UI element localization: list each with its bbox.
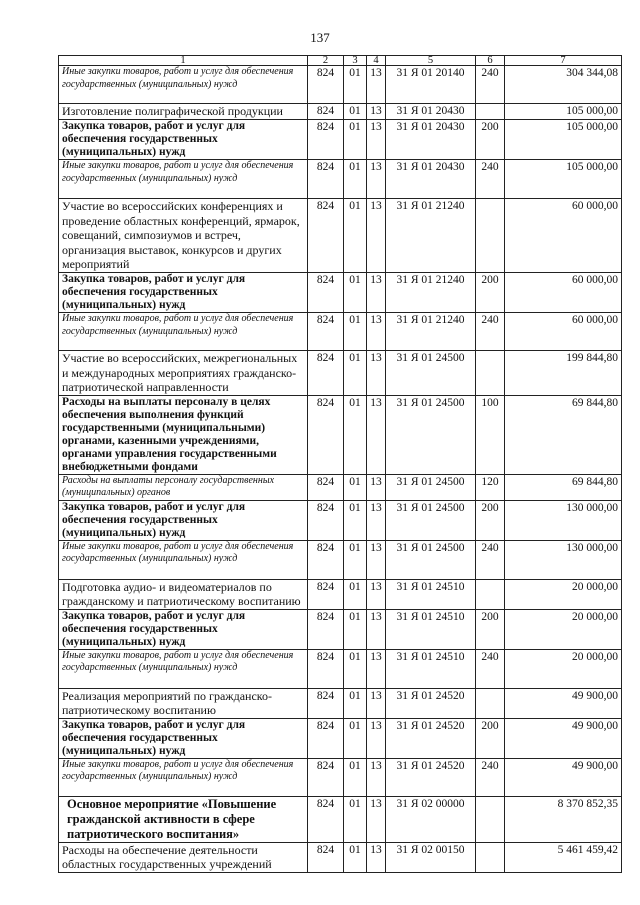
table-row <box>59 160 622 199</box>
code-ministry: 824 <box>308 160 344 199</box>
row-description: Закупка товаров, работ и услуг для обеспечения государственных (муниципальных) нужд <box>59 120 308 160</box>
code-subsection: 13 <box>367 609 386 649</box>
row-description: Участие во всероссийских конференциях и проведение областных конференций, ярмарок, совещаний, симпозиумов и встреч, организация выставок, конкурсов и других мероприятий <box>59 199 308 273</box>
code-section: 01 <box>344 688 367 718</box>
code-ministry: 824 <box>308 649 344 688</box>
code-ministry: 824 <box>308 351 344 396</box>
code-subsection: 13 <box>367 313 386 351</box>
row-amount: 60 000,00 <box>505 313 622 351</box>
code-target-article: 31 Я 01 20430 <box>386 160 476 199</box>
table-row <box>59 758 622 796</box>
row-amount: 20 000,00 <box>505 649 622 688</box>
code-subsection: 13 <box>367 474 386 500</box>
code-expense-type <box>476 351 505 396</box>
header-row <box>59 56 622 66</box>
code-subsection: 13 <box>367 649 386 688</box>
table-row <box>59 313 622 351</box>
code-expense-type <box>476 104 505 120</box>
row-description: Иные закупки товаров, работ и услуг для обеспечения государственных (муниципальных) нужд <box>59 66 308 104</box>
code-expense-type: 120 <box>476 474 505 500</box>
code-expense-type: 200 <box>476 500 505 540</box>
row-description: Закупка товаров, работ и услуг для обеспечения государственных (муниципальных) нужд <box>59 718 308 758</box>
row-description: Изготовление полиграфической продукции <box>59 104 308 120</box>
row-amount: 199 844,80 <box>505 351 622 396</box>
row-description: Расходы на выплаты персоналу в целях обеспечения выполнения функций государственными (муниципальными) органами, казенными учреждениями, органами управления государственными внебюджетными фондами <box>59 395 308 474</box>
code-expense-type <box>476 796 505 842</box>
code-section: 01 <box>344 758 367 796</box>
code-subsection: 13 <box>367 395 386 474</box>
code-ministry: 824 <box>308 540 344 579</box>
code-target-article: 31 Я 01 21240 <box>386 199 476 273</box>
code-subsection: 13 <box>367 273 386 313</box>
code-ministry: 824 <box>308 104 344 120</box>
code-target-article: 31 Я 01 24520 <box>386 688 476 718</box>
code-target-article: 31 Я 02 00150 <box>386 842 476 872</box>
code-ministry: 824 <box>308 120 344 160</box>
row-amount: 69 844,80 <box>505 474 622 500</box>
table-row <box>59 273 622 313</box>
code-ministry: 824 <box>308 842 344 872</box>
code-expense-type: 240 <box>476 313 505 351</box>
row-description: Закупка товаров, работ и услуг для обеспечения государственных (муниципальных) нужд <box>59 500 308 540</box>
code-target-article: 31 Я 01 24500 <box>386 540 476 579</box>
table-row <box>59 649 622 688</box>
code-section: 01 <box>344 609 367 649</box>
code-target-article: 31 Я 01 20430 <box>386 120 476 160</box>
row-description: Расходы на обеспечение деятельности областных государственных учреждений <box>59 842 308 872</box>
row-description: Иные закупки товаров, работ и услуг для обеспечения государственных (муниципальных) нужд <box>59 540 308 579</box>
code-ministry: 824 <box>308 273 344 313</box>
code-target-article: 31 Я 01 20430 <box>386 104 476 120</box>
code-target-article: 31 Я 01 24500 <box>386 351 476 396</box>
code-section: 01 <box>344 273 367 313</box>
code-target-article: 31 Я 01 20140 <box>386 66 476 104</box>
code-subsection: 13 <box>367 500 386 540</box>
row-description: Иные закупки товаров, работ и услуг для обеспечения государственных (муниципальных) нужд <box>59 649 308 688</box>
code-target-article: 31 Я 01 21240 <box>386 313 476 351</box>
code-ministry: 824 <box>308 579 344 609</box>
row-amount: 130 000,00 <box>505 500 622 540</box>
code-ministry: 824 <box>308 66 344 104</box>
code-subsection: 13 <box>367 351 386 396</box>
col-header-3: 3 <box>344 56 367 66</box>
code-subsection: 13 <box>367 160 386 199</box>
code-section: 01 <box>344 500 367 540</box>
code-section: 01 <box>344 351 367 396</box>
row-amount: 60 000,00 <box>505 273 622 313</box>
code-subsection: 13 <box>367 540 386 579</box>
code-target-article: 31 Я 01 24520 <box>386 758 476 796</box>
code-section: 01 <box>344 313 367 351</box>
col-header-5: 5 <box>386 56 476 66</box>
code-ministry: 824 <box>308 474 344 500</box>
table-row <box>59 688 622 718</box>
table-row <box>59 796 622 842</box>
code-section: 01 <box>344 842 367 872</box>
code-subsection: 13 <box>367 104 386 120</box>
code-section: 01 <box>344 160 367 199</box>
row-description: Подготовка аудио- и видеоматериалов по гражданскому и патриотическому воспитанию <box>59 579 308 609</box>
code-subsection: 13 <box>367 66 386 104</box>
code-ministry: 824 <box>308 796 344 842</box>
budget-table <box>58 55 622 873</box>
code-section: 01 <box>344 120 367 160</box>
code-subsection: 13 <box>367 688 386 718</box>
code-expense-type: 200 <box>476 609 505 649</box>
table-row <box>59 395 622 474</box>
row-amount: 5 461 459,42 <box>505 842 622 872</box>
code-section: 01 <box>344 540 367 579</box>
code-subsection: 13 <box>367 796 386 842</box>
code-section: 01 <box>344 796 367 842</box>
code-ministry: 824 <box>308 313 344 351</box>
code-target-article: 31 Я 01 24500 <box>386 500 476 540</box>
col-header-1: 1 <box>59 56 308 66</box>
col-header-6: 6 <box>476 56 505 66</box>
code-ministry: 824 <box>308 395 344 474</box>
code-subsection: 13 <box>367 842 386 872</box>
table-row <box>59 351 622 396</box>
code-expense-type: 200 <box>476 120 505 160</box>
row-amount: 60 000,00 <box>505 199 622 273</box>
row-amount: 49 900,00 <box>505 718 622 758</box>
row-amount: 304 344,08 <box>505 66 622 104</box>
row-amount: 130 000,00 <box>505 540 622 579</box>
row-description: Закупка товаров, работ и услуг для обеспечения государственных (муниципальных) нужд <box>59 273 308 313</box>
row-amount: 105 000,00 <box>505 104 622 120</box>
row-amount: 105 000,00 <box>505 120 622 160</box>
table-row <box>59 104 622 120</box>
row-description: Иные закупки товаров, работ и услуг для обеспечения государственных (муниципальных) нужд <box>59 758 308 796</box>
col-header-4: 4 <box>367 56 386 66</box>
code-expense-type: 200 <box>476 718 505 758</box>
table-row <box>59 842 622 872</box>
table-body <box>59 66 622 873</box>
row-description: Основное мероприятие «Повышение гражданской активности в сфере патриотического воспитания» <box>59 796 308 842</box>
code-target-article: 31 Я 01 21240 <box>386 273 476 313</box>
table-row <box>59 540 622 579</box>
code-section: 01 <box>344 579 367 609</box>
code-target-article: 31 Я 01 24510 <box>386 609 476 649</box>
table-row <box>59 579 622 609</box>
row-amount: 8 370 852,35 <box>505 796 622 842</box>
code-section: 01 <box>344 474 367 500</box>
code-ministry: 824 <box>308 609 344 649</box>
code-expense-type: 240 <box>476 758 505 796</box>
code-subsection: 13 <box>367 120 386 160</box>
code-section: 01 <box>344 104 367 120</box>
table-row <box>59 199 622 273</box>
code-expense-type: 240 <box>476 66 505 104</box>
code-expense-type: 200 <box>476 273 505 313</box>
table-row <box>59 500 622 540</box>
table-row <box>59 120 622 160</box>
code-subsection: 13 <box>367 199 386 273</box>
code-subsection: 13 <box>367 758 386 796</box>
col-header-7: 7 <box>505 56 622 66</box>
code-section: 01 <box>344 649 367 688</box>
code-expense-type: 240 <box>476 540 505 579</box>
table-row <box>59 474 622 500</box>
code-target-article: 31 Я 02 00000 <box>386 796 476 842</box>
code-ministry: 824 <box>308 500 344 540</box>
row-amount: 20 000,00 <box>505 609 622 649</box>
code-subsection: 13 <box>367 718 386 758</box>
code-section: 01 <box>344 718 367 758</box>
code-subsection: 13 <box>367 579 386 609</box>
code-expense-type <box>476 842 505 872</box>
code-target-article: 31 Я 01 24510 <box>386 649 476 688</box>
row-description: Иные закупки товаров, работ и услуг для обеспечения государственных (муниципальных) нужд <box>59 160 308 199</box>
code-expense-type: 240 <box>476 160 505 199</box>
row-description: Участие во всероссийских, межрегиональных и международных мероприятиях гражданско-патриотической направленности <box>59 351 308 396</box>
code-ministry: 824 <box>308 758 344 796</box>
code-ministry: 824 <box>308 199 344 273</box>
row-description: Иные закупки товаров, работ и услуг для обеспечения государственных (муниципальных) нужд <box>59 313 308 351</box>
code-expense-type: 240 <box>476 649 505 688</box>
row-description: Закупка товаров, работ и услуг для обеспечения государственных (муниципальных) нужд <box>59 609 308 649</box>
code-section: 01 <box>344 199 367 273</box>
code-section: 01 <box>344 395 367 474</box>
row-amount: 49 900,00 <box>505 688 622 718</box>
table-row <box>59 66 622 104</box>
code-expense-type <box>476 199 505 273</box>
row-amount: 49 900,00 <box>505 758 622 796</box>
code-expense-type <box>476 579 505 609</box>
code-target-article: 31 Я 01 24500 <box>386 395 476 474</box>
table-row <box>59 609 622 649</box>
row-amount: 105 000,00 <box>505 160 622 199</box>
row-description: Реализация мероприятий по гражданско-патриотическому воспитанию <box>59 688 308 718</box>
code-target-article: 31 Я 01 24500 <box>386 474 476 500</box>
page-number: 137 <box>310 30 330 45</box>
row-description: Расходы на выплаты персоналу государственных (муниципальных) органов <box>59 474 308 500</box>
code-ministry: 824 <box>308 718 344 758</box>
code-expense-type: 100 <box>476 395 505 474</box>
code-ministry: 824 <box>308 688 344 718</box>
col-header-2: 2 <box>308 56 344 66</box>
code-target-article: 31 Я 01 24520 <box>386 718 476 758</box>
table-row <box>59 718 622 758</box>
row-amount: 20 000,00 <box>505 579 622 609</box>
code-section: 01 <box>344 66 367 104</box>
code-target-article: 31 Я 01 24510 <box>386 579 476 609</box>
row-amount: 69 844,80 <box>505 395 622 474</box>
code-expense-type <box>476 688 505 718</box>
